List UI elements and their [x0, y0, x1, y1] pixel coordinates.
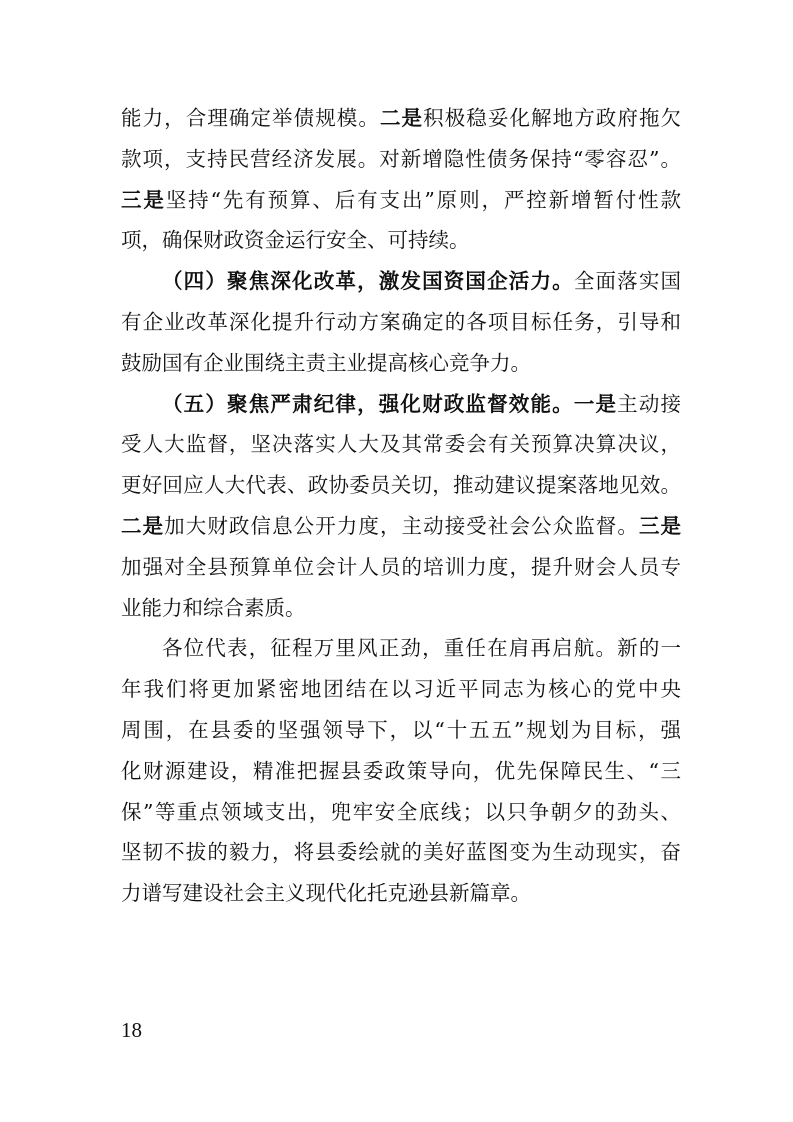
text-run: 年我们将更加紧密地团结在以习近平同志为核心的党中央 [121, 677, 681, 702]
bold-text-run: 二是 [379, 106, 424, 130]
text-line [121, 873, 681, 914]
text-run: 能力，合理确定举债规模。 [121, 106, 380, 130]
text-line [121, 302, 681, 343]
paragraph-section-five [121, 384, 681, 629]
text-line [121, 465, 681, 506]
bold-text-run: 三是 [121, 187, 166, 212]
paragraph-section-four [121, 261, 681, 383]
page-number: 18 [121, 1018, 142, 1042]
document-body [121, 98, 681, 914]
bold-text-run: 二是 [121, 513, 165, 538]
text-line [121, 506, 681, 547]
text-line [121, 669, 681, 710]
bold-text-run: 三是 [638, 513, 681, 538]
text-run: 鼓励国有企业围绕主责主业提高核心竞争力。 [121, 350, 531, 375]
text-run: 各位代表，征程万里风正劲，重任在肩再启航。新的一 [162, 636, 681, 661]
text-line [121, 139, 681, 180]
text-run: 更好回应人大代表、政协委员关切，推动建议提案落地见效。 [121, 473, 681, 498]
text-run: 积极稳妥化解地方政府拖欠 [423, 106, 681, 130]
text-run: 保”等重点领域支出，兜牢安全底线；以只争朝夕的劲头、 [121, 799, 681, 824]
text-run: 业能力和综合素质。 [121, 595, 306, 620]
bold-text-run: 一是 [573, 391, 618, 416]
text-run: 加强对全县预算单位会计人员的培训力度，提升财会人员专 [121, 554, 681, 579]
section-heading-five: （五）聚焦严肃纪律，强化财政监督效能。 [162, 391, 574, 416]
paragraph-closing [121, 628, 681, 914]
paragraph-debt-management [121, 98, 681, 261]
text-line [121, 792, 681, 833]
text-line [121, 220, 681, 261]
text-run: 化财源建设，精准把握县委政策导向，优先保障民生、“三 [121, 758, 681, 783]
text-line [121, 710, 681, 751]
text-line [121, 261, 681, 302]
section-heading-four: （四）聚焦深化改革，激发国资国企活力。 [162, 269, 574, 294]
text-run: 坚持“先有预算、后有支出”原则，严控新增暂付性款 [165, 187, 681, 212]
text-run: 坚韧不拔的毅力，将县委绘就的美好蓝图变为生动现实，奋 [121, 840, 681, 865]
text-run: 有企业改革深化提升行动方案确定的各项目标任务，引导和 [121, 309, 681, 334]
text-run: 加大财政信息公开力度，主动接受社会公众监督。 [164, 513, 639, 538]
text-line [121, 424, 681, 465]
text-line [121, 180, 681, 221]
text-run: 项，确保财政资金运行安全、可持续。 [121, 228, 470, 253]
text-line [121, 628, 681, 669]
text-line [121, 832, 681, 873]
text-run: 周围，在县委的坚强领导下，以“十五五”规划为目标，强 [121, 717, 681, 742]
text-line [121, 384, 681, 425]
text-run: 力谱写建设社会主义现代化托克逊县新篇章。 [121, 881, 531, 906]
text-run: 全面落实国 [573, 269, 681, 294]
text-line [121, 588, 681, 629]
text-line [121, 343, 681, 384]
text-run: 款项，支持民营经济发展。对新增隐性债务保持“零容忍”。 [121, 146, 681, 171]
text-run: 受人大监督，坚决落实人大及其常委会有关预算决算决议， [121, 432, 681, 457]
text-line [121, 547, 681, 588]
text-line [121, 751, 681, 792]
text-run: 主动接 [617, 391, 681, 416]
text-line [121, 98, 681, 139]
